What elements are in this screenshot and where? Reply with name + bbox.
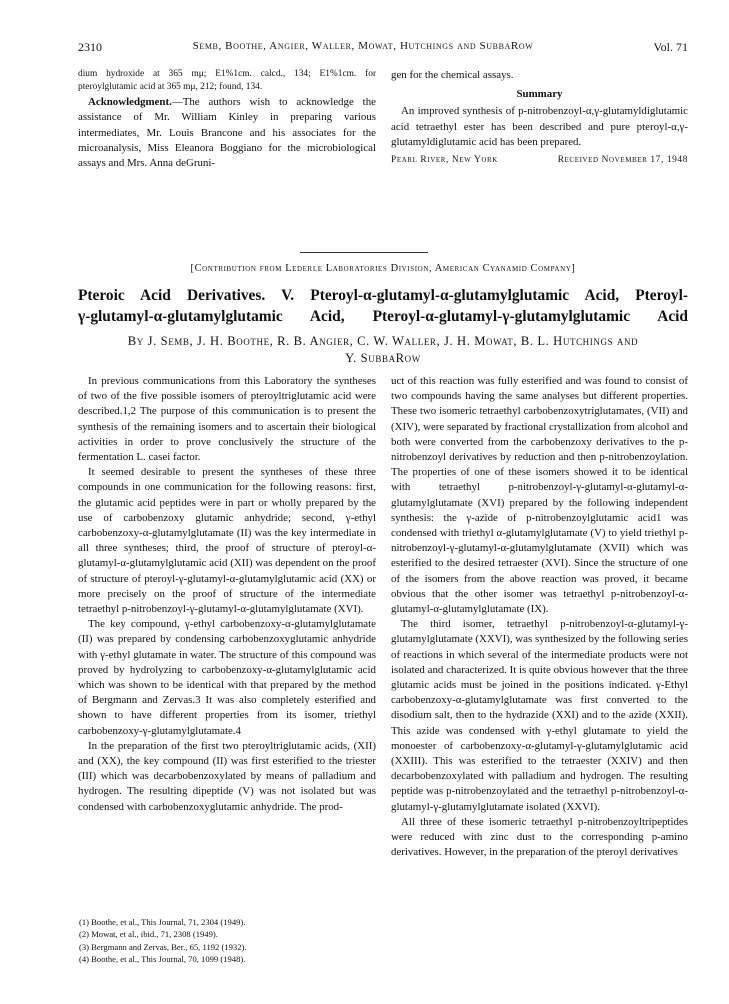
acknowledgment-body: —The authors wish to acknowledge the assistance of Mr. William Kinley in preparing various intermediates, Mr. Louis Brancone and his associates for the microanalysis, Miss Eleanora Boggiano for the microbiological assays and Mrs. Anna deGruni- bbox=[78, 96, 376, 169]
paragraph-7: All three of these isomeric tetraethyl p-nitrobenzoyltripeptides were reduced with zinc dust to the corresponding p-amino derivatives. However, in the preparation of the pteroyl derivatives bbox=[391, 815, 688, 859]
authors-line-2: Y. SubbaRow bbox=[345, 351, 421, 365]
summary-body: An improved synthesis of p-nitrobenzoyl-α,γ-glutamyldiglutamic acid tetraethyl ester has been described and pure pteroyl-α,γ-glutamyldiglutamic acid has been prepared. bbox=[391, 105, 688, 148]
acknowledgment-paragraph bbox=[78, 95, 376, 171]
continuation-text: dium hydroxide at 365 mμ; E1%1cm. calcd., 134; E1%1cm. for pteroylglutamic acid at 365 mμ, 212; found, 134. bbox=[78, 69, 376, 92]
footnote-3: (3) Bergmann and Zervas, Ber., 65, 1192 (1932). bbox=[79, 941, 247, 952]
continuation-text-right: gen for the chemical assays. bbox=[391, 69, 514, 81]
contribution-line: [Contribution from Lederle Laboratories Division, American Cyanamid Company] bbox=[190, 263, 576, 274]
previous-article-end-right bbox=[391, 68, 688, 167]
paragraph-5: uct of this reaction was fully esterified and was found to consist of two compounds having the same analyses but different properties. These two isomeric tetraethyl carbobenzoxytriglutamates, (VII) and (XIV), were separated by fractional crystallization from alcohol and both were converted from the carbobenzoxy derivatives to the p-nitrobenzoyl derivatives by reduction and then p-nitrobenzoylation. The properties of one of these isomers showed it to be identical with tetraethyl p-nitrobenzoyl-γ-glutamyl-α-glutamyl-α-glutamylglutamate (XVI) prepared by the following independent synthesis: the γ-azide of p-nitrobenzoylglutamic acid1 was condensed with triethyl α-glutamylglutamate (V) to yield triethyl p-nitrobenzoyl-γ-glutamyl-α-glutamylglutamate (XVII) which was esterified to the desired tetraester (XVI). Since the structure of one of the isomers from the above reaction was proved, it became obvious that the other isomer was tetraethyl p-nitrobenzoyl-α-glutamyl-α-glutamylglutamate (IX). bbox=[391, 375, 688, 616]
footnote-4: (4) Boothe, et al., This Journal, 70, 1099 (1948). bbox=[79, 954, 246, 965]
paragraph-2: It seemed desirable to present the syntheses of these three compounds in one communication for the following reasons: first, the glutamic acid peptides were in part or wholly prepared by the use of carbobenzoxy glutamic anhydride; second, γ-ethyl carbobenzoxy-α-glutamylglutamate (II) was the key intermediate in all three syntheses; third, the proof of structure of pteroyl-α-glutamyl-α-glutamylglutamic acid (XII) was dependent on the proof of structure of pteroyl-γ-glutamyl-α-glutamylglutamic acid (XX) or more precisely on the proof of structure of the intermediate tetraethyl p-nitrobenzoyl-γ-glutamyl-α-glutamylglutamate (XVI). bbox=[78, 466, 376, 616]
paragraph-4: In the preparation of the first two pteroyltriglutamic acids, (XII) and (XX), the key compound (II) was first esterified to the triester (III) which was decarbobenzoxylated by means of palladium and hydrogen. The resulting dipeptide (V) was not isolated but was condensed with carbobenzoxyglutamic anhydride. The prod- bbox=[78, 739, 376, 813]
footnote-2: (2) Mowat, et al., ibid., 71, 2308 (1949). bbox=[79, 929, 218, 940]
authors-line-1: By J. Semb, J. H. Boothe, R. B. Angier, C. W. Waller, J. H. Mowat, B. L. Hutchings and bbox=[127, 334, 639, 348]
footnote-1: (1) Boothe, et al., This Journal, 71, 2304 (1949). bbox=[79, 917, 246, 927]
body-column-left bbox=[78, 374, 376, 815]
paragraph-1: In previous communications from this Laboratory the syntheses of two of the five possible isomers of pteroyltriglutamic acid were described.1,2 The purpose of this communication is to present the synthesis of the remaining isomers and to ascertain their biological activities in order to prove conclusively the structure of the fermentation L. casei factor. bbox=[78, 375, 376, 464]
paragraph-6: The third isomer, tetraethyl p-nitrobenzoyl-α-glutamyl-γ-glutamylglutamate (XXVI), was synthesized by the following series of reactions in which several of the intermediate products were not isolated and characterized. It is quite obvious however that the three glutamic acids must be joined in the positions indicated. γ-Ethyl carbobenzoxy-α-glutamylglutamate was first converted to the disodium salt, then to the hydrazide (XXI) and to the azide (XXII). This azide was condensed with γ-ethyl glutamate to yield the monoester of carbobenzoxy-α-glutamyl-γ-glutamylglutamic acid (XXIII). This was esterified to the tetraester (XXIV) and then decarbobenzoxylated with palladium and hydrogen. The resulting peptide was p-nitrobenzoylated and the tetraethyl p-nitrobenzoyl-α-glutamyl-γ-glutamylglutamate isolated (XXVI). bbox=[391, 618, 689, 813]
acknowledgment-heading: Acknowledgment. bbox=[88, 96, 172, 109]
footnotes bbox=[79, 916, 379, 966]
paragraph-3: The key compound, γ-ethyl carbobenzoxy-α-glutamylglutamate (II) was prepared by condensing carbobenzoxyglutamic anhydride with γ-ethyl glutamate in water. The structure of this compound was proved by hydrolyzing to carbobenzoxy-α-glutamylglutamic acid which was shown to be identical with that prepared by the method of Bergmann and Zervas.3 It was also completely esterified and shown to have different properties from its isomer, triethyl carbobenzoxy-γ-glutamylglutamate.4 bbox=[78, 618, 376, 737]
article-separator bbox=[300, 252, 428, 253]
volume-label: Vol. 71 bbox=[653, 40, 688, 54]
summary-heading: Summary bbox=[516, 88, 563, 101]
location: Pearl River, New York bbox=[391, 155, 498, 166]
article-title-line-2: γ-glutamyl-α-glutamylglutamic Acid, Pteroyl-α-glutamyl-γ-glutamylglutamic Acid bbox=[78, 308, 688, 325]
previous-article-end-left bbox=[78, 68, 376, 171]
page-number: 2310 bbox=[78, 40, 102, 54]
running-title: Semb, Boothe, Angier, Waller, Mowat, Hutchings and SubbaRow bbox=[192, 40, 534, 52]
article-title-line-1: Pteroic Acid Derivatives. V. Pteroyl-α-glutamyl-α-glutamylglutamic Acid, Pteroyl- bbox=[78, 287, 688, 304]
received-date: Received November 17, 1948 bbox=[557, 155, 688, 166]
received-line bbox=[391, 154, 688, 167]
body-column-right bbox=[391, 374, 688, 861]
